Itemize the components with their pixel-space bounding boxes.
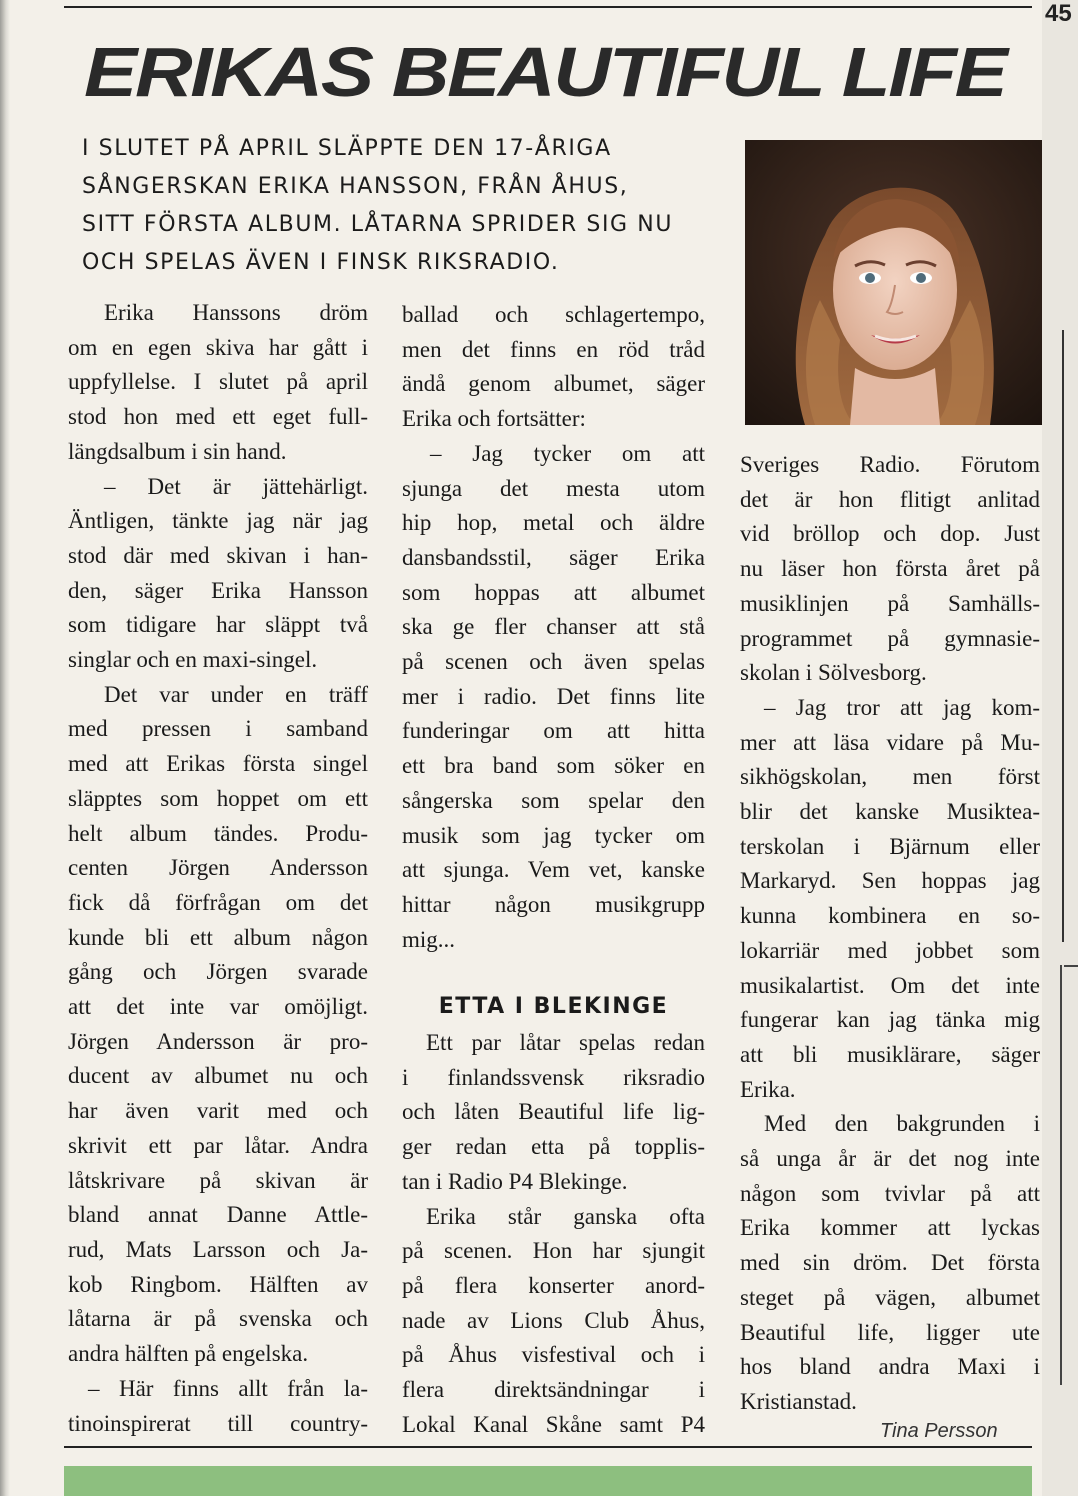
text-line: att det inte var omöjligt. (68, 994, 368, 1020)
text-line: centen Jörgen Andersson (68, 855, 368, 881)
text-line: som tidigare har släppt två (68, 612, 368, 638)
text-line: ett bra band som söker en (402, 753, 705, 779)
text-line: Erika Hanssons dröm (104, 300, 368, 325)
text-line: singlar och en maxi-singel. (68, 647, 318, 673)
text-line: Med den bakgrunden i (764, 1111, 1040, 1137)
text-line: terskolan i Bjärnum eller (740, 833, 1040, 859)
text-line: flera direktsändningar i (402, 1377, 705, 1403)
text-line: Beautiful life, ligger ute (740, 1319, 1040, 1345)
text-line: på scenen och även spelas (402, 649, 705, 675)
text-line: ger redan etta på topplis- (402, 1134, 705, 1160)
text-line: att sjunga. Vem vet, kanske (402, 857, 705, 883)
lead-line: I SLUTET PÅ APRIL SLÄPPTE DEN 17-ÅRIGA (82, 136, 612, 161)
text-line: mer att läsa vidare på Mu- (740, 729, 1040, 755)
text-line: nu läser hon första året på (740, 556, 1040, 582)
bottom-rule (64, 1446, 1032, 1448)
text-line: Erika. (740, 1076, 796, 1102)
text-line: skrivit ett par låtar. Andra (68, 1132, 368, 1158)
text-line: Äntligen, tänkte jag när jag (68, 508, 368, 534)
text-line: musiklinjen på Samhälls- (740, 590, 1040, 616)
top-rule (64, 6, 1032, 8)
text-line: och låten Beautiful life lig- (402, 1099, 705, 1125)
portrait-illustration (745, 140, 1042, 425)
text-line: Det var under en träff (104, 681, 368, 707)
text-line: på scenen. Hon har sjungit (402, 1238, 705, 1264)
adjacent-page-rule (1060, 965, 1062, 1385)
text-line: i finlandssvensk riksradio (402, 1064, 705, 1090)
text-line: någon som tvivlar på att (740, 1180, 1040, 1206)
text-line: fick då förfrågan om det (68, 889, 368, 915)
text-line: sjunga det mesta utom (402, 475, 705, 501)
text-line: hittar någon musikgrupp (402, 891, 705, 917)
text-line: Erika och fortsätter: (402, 406, 586, 432)
text-line: har även varit med och (68, 1098, 368, 1124)
text-line: Lokal Kanal Skåne samt P4 (402, 1411, 705, 1437)
text-line: – Jag tror att jag kom- (764, 694, 1040, 720)
text-line: dansbandsstil, säger Erika (402, 544, 705, 570)
text-line: så unga år är det nog inte (740, 1146, 1040, 1172)
text-line: bland annat Danne Attle- (68, 1202, 368, 1228)
text-line: som hoppas att albumet (402, 579, 705, 605)
adjacent-page-rule (1064, 965, 1078, 967)
page-number: 45 (1045, 0, 1072, 27)
text-line: – Jag tycker om att (430, 440, 705, 466)
text-line: – Här finns allt från la- (88, 1375, 368, 1401)
text-line: helt album tändes. Produ- (68, 820, 368, 846)
text-line: med att Erikas första singel (68, 751, 368, 777)
text-line: tinoinspirerat till country- (68, 1410, 368, 1436)
text-line: Ett par låtar spelas redan (426, 1030, 705, 1055)
text-line: mer i radio. Det finns lite (402, 683, 705, 709)
text-line: sångerska som spelar den (402, 787, 705, 813)
text-line: rud, Mats Larsson och Ja- (68, 1236, 368, 1262)
text-line: Markaryd. Sen hoppas jag (740, 868, 1040, 894)
text-line: den, säger Erika Hansson (68, 577, 368, 603)
lead-line: SÅNGERSKAN ERIKA HANSSON, FRÅN ÅHUS, (82, 174, 629, 199)
text-line: sikhögskolan, men först (740, 764, 1040, 790)
article-column-2-continued (402, 1026, 705, 1442)
text-line: musik som jag tycker om (402, 822, 705, 848)
section-subhead: ETTA I BLEKINGE (438, 994, 669, 1019)
text-line: uppfyllelse. I slutet på april (68, 369, 368, 395)
text-line: ducent av albumet nu och (68, 1063, 368, 1089)
article-headline: ERIKAS BEAUTIFUL LIFE (84, 33, 1006, 111)
article-column-2 (402, 298, 705, 957)
text-line: Erika kommer att lyckas (740, 1215, 1040, 1241)
lead-line: OCH SPELAS ÄVEN I FINSK RIKSRADIO. (82, 250, 560, 275)
text-line: ska ge fler chanser att stå (402, 614, 705, 640)
article-lead (82, 130, 722, 282)
author-byline: Tina Persson (880, 1420, 998, 1442)
text-line: men det finns en röd tråd (402, 336, 705, 362)
text-line: gång och Jörgen svarade (68, 959, 368, 985)
article-column-3 (740, 448, 1040, 1420)
text-line: med sin dröm. Det första (740, 1250, 1040, 1276)
text-line: programmet på gymnasie- (740, 625, 1040, 651)
text-line: mig... (402, 926, 456, 952)
text-line: vid bröllop och dop. Just (740, 521, 1040, 547)
text-line: att bli musiklärare, säger (740, 1041, 1040, 1067)
text-line: om en egen skiva har gått i (68, 334, 368, 360)
text-line: stod hon med ett eget full- (68, 404, 368, 430)
text-line: Erika står ganska ofta (426, 1203, 705, 1229)
text-line: ballad och schlagertempo, (402, 302, 705, 327)
adjacent-page-rule (1062, 330, 1064, 942)
text-line: på flera konserter anord- (402, 1272, 705, 1298)
text-line: släpptes som hoppet om ett (68, 785, 368, 811)
text-line: Kristianstad. (740, 1388, 857, 1414)
text-line: det är hon flitigt anlitad (740, 486, 1040, 512)
text-line: stod där med skivan i han- (68, 542, 368, 568)
text-line: musikalartist. Om det inte (740, 972, 1040, 998)
text-line: Jörgen Andersson är pro- (68, 1028, 368, 1054)
text-line: andra hälften på engelska. (68, 1341, 309, 1367)
portrait-photo (745, 140, 1042, 425)
text-line: Sveriges Radio. Förutom (740, 452, 1040, 477)
text-line: tan i Radio P4 Blekinge. (402, 1168, 628, 1194)
lead-line: SITT FÖRSTA ALBUM. LÅTARNA SPRIDER SIG NU (82, 212, 674, 237)
text-line: ändå genom albumet, säger (402, 371, 705, 397)
article-column-1 (68, 296, 368, 1441)
text-line: låtarna är på svenska och (68, 1306, 368, 1332)
text-line: steget på vägen, albumet (740, 1284, 1040, 1310)
text-line: hip hop, metal och äldre (402, 510, 705, 536)
text-line: på Åhus visfestival och i (402, 1342, 705, 1368)
text-line: hos bland andra Maxi i (740, 1354, 1040, 1380)
text-line: lokarriär med jobbet som (740, 937, 1040, 963)
next-article-band (64, 1466, 1032, 1496)
text-line: nade av Lions Club Åhus, (402, 1307, 705, 1333)
text-line: – Det är jättehärligt. (104, 473, 368, 499)
text-line: funderingar om att hitta (402, 718, 705, 744)
text-line: låtskrivare på skivan är (68, 1167, 368, 1193)
page-fold-shadow (0, 0, 10, 1496)
text-line: med pressen i samband (68, 716, 368, 742)
text-line: kunna kombinera en so- (740, 903, 1040, 929)
text-line: längdsalbum i sin hand. (68, 438, 287, 464)
text-line: kob Ringbom. Hälften av (68, 1271, 368, 1297)
text-line: fungerar kan jag tänka mig (740, 1007, 1040, 1033)
text-line: blir det kanske Musiktea- (740, 799, 1040, 825)
text-line: skolan i Sölvesborg. (740, 660, 927, 686)
text-line: kunde bli ett album någon (68, 924, 368, 950)
